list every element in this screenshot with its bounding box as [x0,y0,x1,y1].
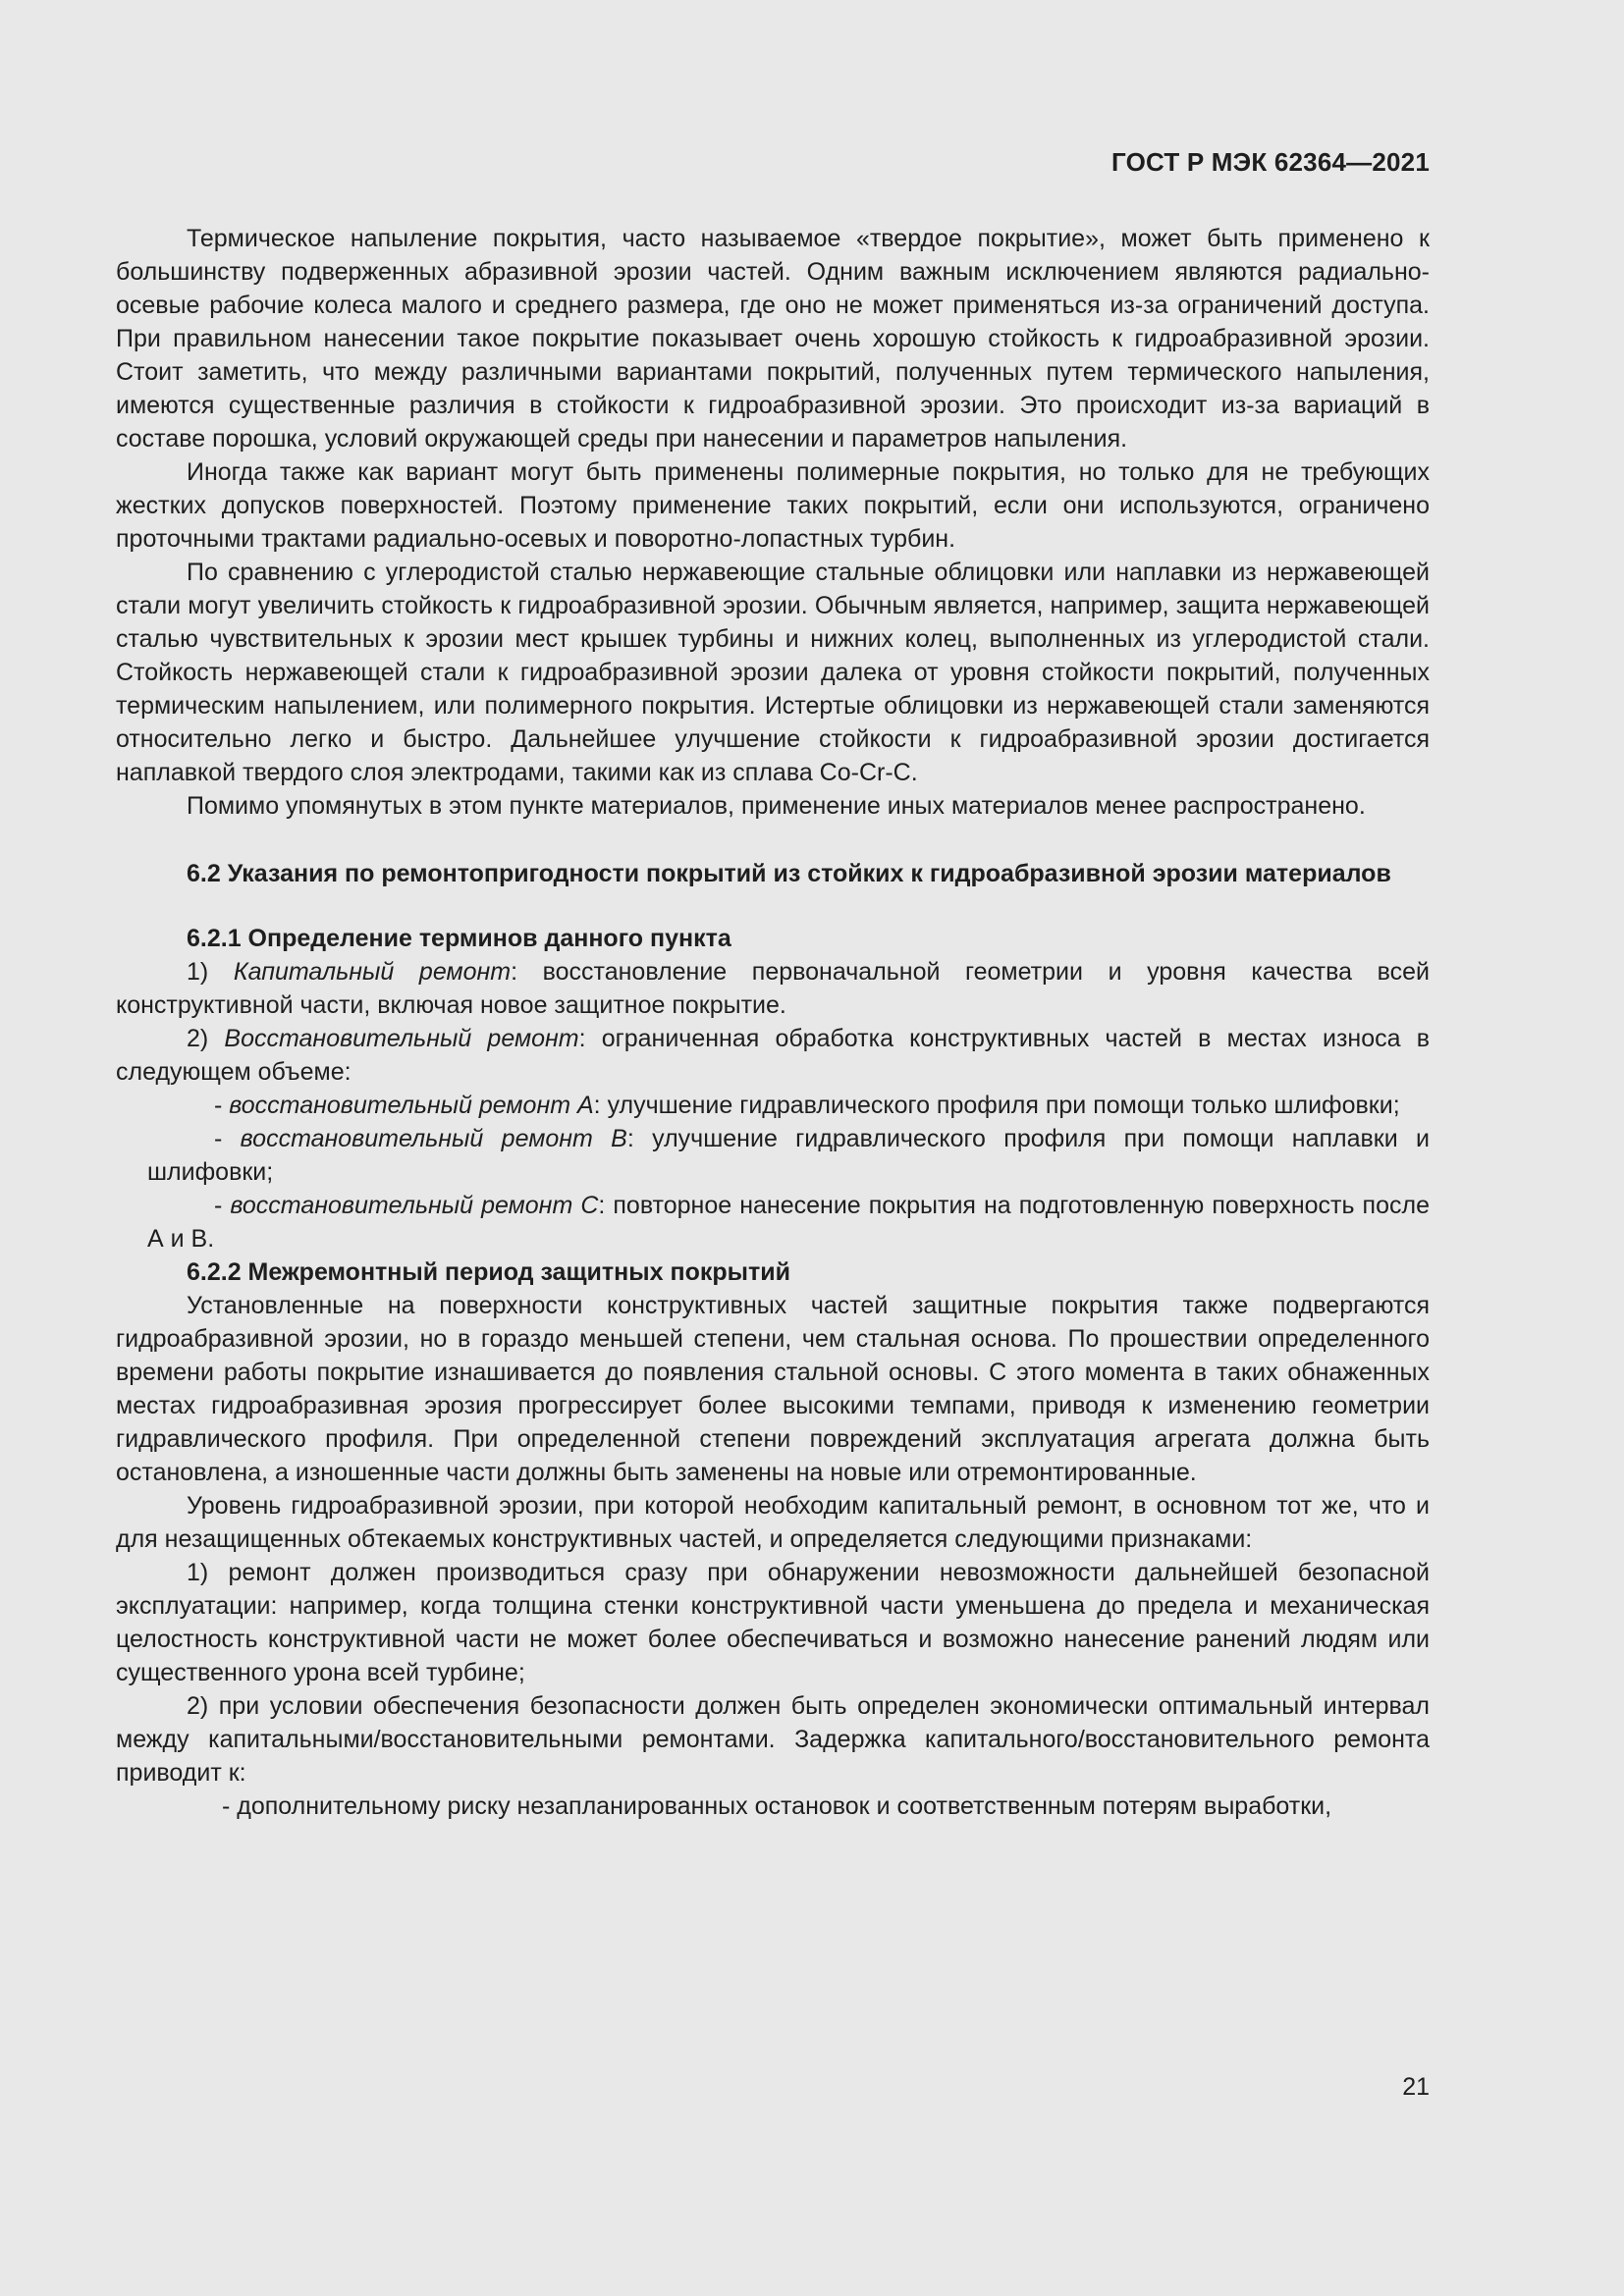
section-heading-6-2: 6.2 Указания по ремонтопригодности покрытий из стойких к гидроабразивной эрозии материалов [187,860,1391,887]
paragraph: По сравнению с углеродистой сталью нержавеющие стальные облицовки или наплавки из нержавеющей стали могут увеличить стойкость к гидроабразивной эрозии. Обычным является, например, защита нержавеющей сталью чувствительных к эрозии мест крышек турбины и нижних колец, выполненных из углеродистой стали. Стойкость нержавеющей стали к гидроабразивной эрозии далека от уровня стойкости покрытий, полученных термическим напылением, или полимерного покрытия. Истертые облицовки из нержавеющей стали заменяются относительно легко и быстро. Дальнейшее улучшение стойкости к гидроабразивной эрозии достигается наплавкой твердого слоя электродами, такими как из сплава Co-Cr-C. [116,559,1430,786]
section-heading-6-2-2: 6.2.2 Межремонтный период защитных покрытий [187,1258,790,1286]
definition-item [116,955,1430,1022]
page-number: 21 [1402,2073,1430,2101]
list-dash: - [214,1125,241,1152]
definition-text: : улучшение гидравлического профиля при помощи наплавки и шлифовки; [147,1125,1431,1186]
sub-list-item [116,1122,1430,1189]
definition-text: : улучшение гидравлического профиля при помощи только шлифовки; [593,1092,1400,1119]
item-number: 2) [187,1025,225,1052]
paragraph: Помимо упомянутых в этом пункте материалов, применение иных материалов менее распространено. [187,792,1366,820]
definition-text: : ограниченная обработка конструктивных частей в местах износа в следующем объеме: [116,1025,1430,1086]
definition-item [116,1022,1430,1089]
sub-list-item: - дополнительному риску незапланированных остановок и соответственным потерям выработки, [222,1792,1332,1820]
document-header: ГОСТ Р МЭК 62364—2021 [1110,147,1430,177]
defined-term: восстановительный ремонт С [230,1192,599,1219]
numbered-item: 2) при условии обеспечения безопасности должен быть определен экономически оптимальный интервал между капитальными/восстановительными ремонтами. Задержка капитального/восстановительного ремонта приводит к: [116,1692,1430,1787]
defined-term: восстановительный ремонт В [240,1125,627,1152]
definition-text: : повторное нанесение покрытия на подготовленную поверхность после А и В. [147,1192,1430,1253]
document-body [116,222,1430,1823]
numbered-item: 1) ремонт должен производиться сразу при обнаружении невозможности дальнейшей безопасной эксплуатации: например, когда толщина стенки конструктивной части уменьшена до предела и механическая целостность конструктивной части не может более обеспечиваться и возможно нанесение ранений людям или существенного урона всей турбине; [116,1559,1430,1686]
sub-list-item [116,1189,1430,1255]
defined-term: восстановительный ремонт А [229,1092,594,1119]
list-dash: - [214,1192,231,1219]
definition-text: : восстановление первоначальной геометрии и уровня качества всей конструктивной части, включая новое защитное покрытие. [116,958,1430,1019]
paragraph: Иногда также как вариант могут быть применены полимерные покрытия, но только для не требующих жестких допусков поверхностей. Поэтому применение таких покрытий, если они используются, ограничено проточными трактами радиально-осевых и поворотно-лопастных турбин. [116,458,1430,553]
paragraph: Установленные на поверхности конструктивных частей защитные покрытия также подвергаются гидроабразивной эрозии, но в гораздо меньшей степени, чем стальная основа. По прошествии определенного времени работы покрытие изнашивается до появления стальной основы. С этого момента в таких обнаженных местах гидроабразивная эрозия прогрессирует более высокими темпами, приводя к изменению геометрии гидравлического профиля. При определенной степени повреждений эксплуатация агрегата должна быть остановлена, а изношенные части должны быть заменены на новые или отремонтированные. [116,1292,1430,1486]
paragraph: Уровень гидроабразивной эрозии, при которой необходим капитальный ремонт, в основном тот же, что и для незащищенных обтекаемых конструктивных частей, и определяется следующими признаками: [116,1492,1430,1553]
defined-term: Капитальный ремонт [233,958,512,986]
defined-term: Восстановительный ремонт [224,1025,579,1052]
section-heading-6-2-1: 6.2.1 Определение терминов данного пункта [187,925,731,952]
list-dash: - [214,1092,230,1119]
sub-list-item [116,1089,1430,1122]
paragraph: Термическое напыление покрытия, часто называемое «твердое покрытие», может быть применено к большинству подверженных абразивной эрозии частей. Одним важным исключением являются радиально-осевые рабочие колеса малого и среднего размера, где оно не может применяться из-за ограничений доступа. При правильном нанесении такое покрытие показывает очень хорошую стойкость к гидроабразивной эрозии. Стоит заметить, что между различными вариантами покрытий, полученных путем термического напыления, имеются существенные различия в стойкости к гидроабразивной эрозии. Это происходит из-за вариаций в составе порошка, условий окружающей среды при нанесении и параметров напыления. [116,225,1430,453]
item-number: 1) [187,958,234,986]
